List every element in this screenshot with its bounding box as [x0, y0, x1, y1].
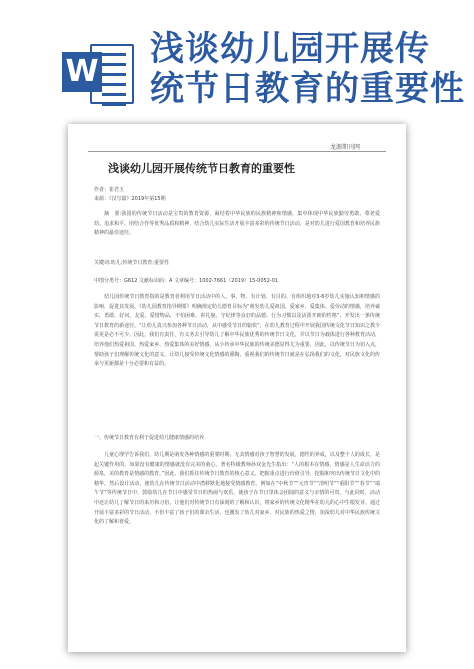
header-rule	[88, 151, 386, 152]
word-icon-badge: W	[62, 52, 102, 92]
keywords-line: 关键词:幼儿;传统节日教育;重要性	[94, 260, 170, 266]
intro-paragraph: 幼儿园传统节日教育指的是教育者利用节日活动中的人、事、物、有计划、有目的、有组织地对3-6岁幼儿实施认知和情感的影响、促进其发展。《幼儿园教育指导纲要》明确规定幼儿德育目标为“萌发幼儿爱祖国、爱家乡、爱集体、爱劳动的情感，培养诚实、勇敢、好问、友爱、爱惜物品、不怕困难、讲礼貌、守纪律等良好的品德、行为习惯以及活泼开朗的性格”，开发出一条传统节日教育的新途径。“让幼儿真兴参加各种节日活动，从中感受节日的愉快”，在幼儿教育过程中开展我国传统文化节日知识之教少说更是必不可少。因此，我们有责任，有义务去引导幼儿了解中华民族优秀的传统节日文化，并以节日为载体进行各种教育活动，培养他们热爱祖国、热爱家乡、热爱集体的美好情感，从小传承中华民族的传统美德显得尤为重要，因此，以传统节日为切入点，帮助孩子们理解传统文化的意义，让幼儿接受传统文化情感的熏陶，重视我们的传统节日就是在弘扬我们的文化，对民族文化的传承与更新都是十分必要和有益的。	[94, 294, 380, 368]
journal-name: 龙源期刊网	[329, 144, 360, 151]
body-paragraph: 儿童心理学告诉我们，幼儿期是萌发各种情感的重要时期。无其情感对孩子智慧的发展，德性的养成，以及整个人的成长，是起关键作用的。如果没有健康的情感就没有完美的童心。著名特级教师孙双金先生指出：“人的根本在情感，情感是人生命活力的源泉，美的教育是情感的教育。”因此，我们抓住传统节日教育的核心意义，把握重点进行价值引导，挖掘和突出传统节日文化中的精华，然后设计活动，使幼儿在传统节日活动中潜移默化地接受情感教育。例如在“中秋节”“元宵节”“清明节”“重阳节”“春节”“端午节”等传统节日中，鼓励幼儿在节日中感受节日的热闹与欢乐，使孩子在节日里体会团圆的意义与亲情的可贵。与此同时，活动中还让幼儿了解节日的来历和习俗，让他们对传统节日有深刻的了解和认识，将家乡的传统文化精华在幼儿的心中生根发芽。通过开展丰富多彩的节日活动，不但丰富了孩子们的课余生活，也激发了幼儿对家乡、对民族的热爱之情，加深幼儿对中华民族传统文化的了解和喜爱。	[94, 452, 380, 526]
document-title: 浅谈幼儿园开展传统节日教育的重要性	[108, 162, 295, 175]
document-page	[68, 124, 406, 652]
abstract-paragraph: 摘 要:我国的传统节日活动是宝贵的教育资源，凝结着中华民族的民族精神和情感，集中体现中华民族勤劳勇敢、尊老爱幼、追求和平、团结合作等优秀品质和精神，结合幼儿实际生活开展丰富多彩的传统节日活动，是对幼儿进行爱国教育和培养民族精神的最佳途径。	[94, 211, 380, 237]
author-line: 作者：崔君玉	[94, 187, 125, 193]
banner-title-line-2: 统节日教育的重要性	[150, 69, 465, 109]
classification-line: 中图分类号：G612 文献标识码：A 文章编号：1002-7661（2019）15-0052-01	[94, 278, 279, 284]
banner	[0, 0, 474, 112]
section-heading: 一、传统节日教育有利于促进幼儿健康情感的培养	[94, 435, 205, 441]
word-document-icon	[62, 38, 132, 108]
banner-title-line-1: 浅谈幼儿园开展传	[150, 29, 430, 69]
source-line: 来源：《汉写篇》2019年第15期	[94, 196, 166, 202]
